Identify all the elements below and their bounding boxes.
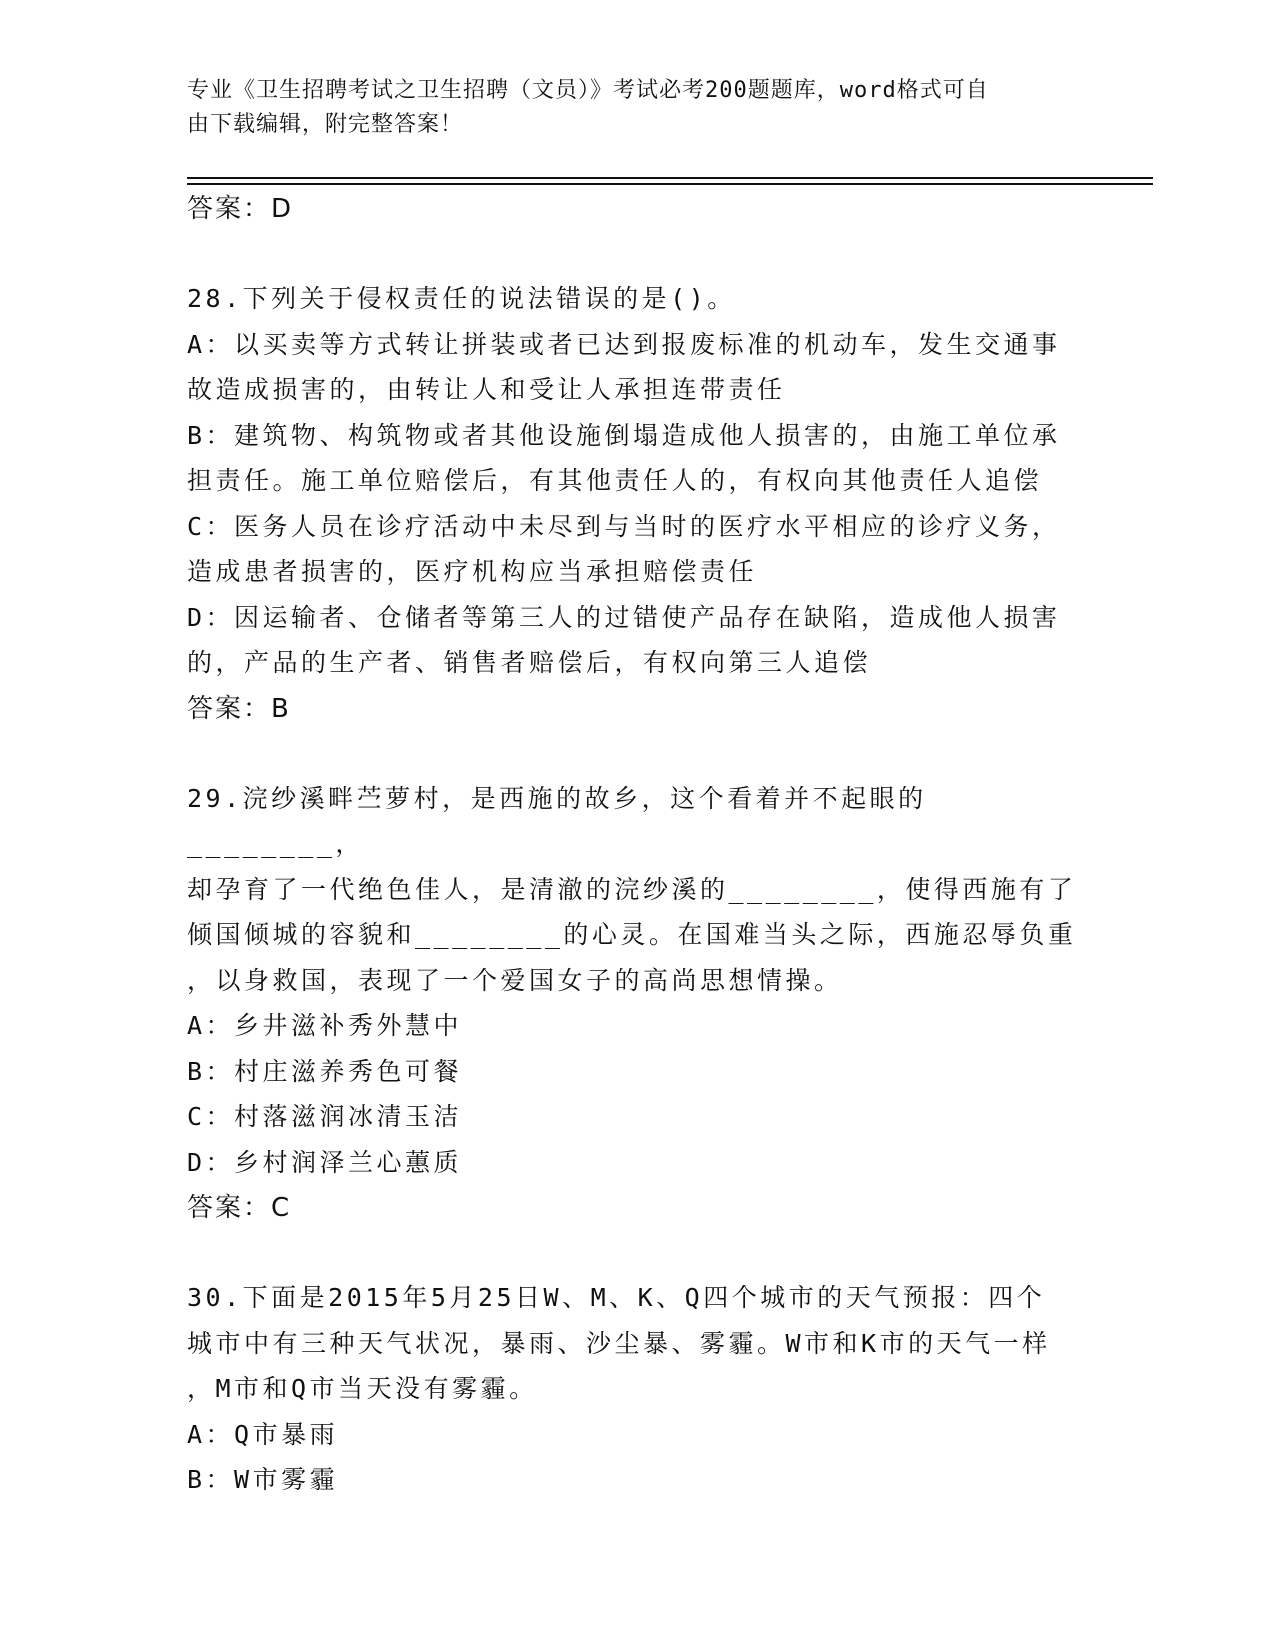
document-header [187, 74, 1067, 142]
header-divider-top [187, 177, 1153, 179]
option-a: A：Q市暴雨 [187, 1419, 339, 1449]
question-stem: 28.下列关于侵权责任的说法错误的是()。 [187, 284, 736, 313]
option-d-continued: 的，产品的生产者、销售者赔偿后，有权向第三人追偿 [187, 648, 872, 677]
header-line-2: 由下载编辑，附完整答案！ [187, 112, 464, 137]
question-29 [187, 776, 1087, 1232]
header-divider-bottom [187, 183, 1153, 185]
option-a-continued: 故造成损害的，由转让人和受让人承担连带责任 [187, 375, 786, 404]
question-stem-continued: ，M市和Q市当天没有雾霾。 [187, 1374, 538, 1403]
question-stem-continued: 却孕育了一代绝色佳人，是清澈的浣纱溪的________，使得西施有了 [187, 874, 1077, 904]
option-b-continued: 担责任。施工单位赔偿后，有其他责任人的，有权向其他责任人追偿 [187, 466, 1043, 495]
question-stem-continued: ，以身救国，表现了一个爱国女子的高尚思想情操。 [187, 965, 843, 995]
question-stem: 30.下面是2015年5月25日W、M、K、Q四个城市的天气预报：四个 [187, 1283, 1046, 1312]
question-28 [187, 276, 1087, 732]
header-line-1: 专业《卫生招聘考试之卫生招聘（文员）》考试必考200题题库，word格式可自 [187, 78, 989, 103]
document-body [187, 186, 1087, 1503]
option-b: B：村庄滋养秀色可餐 [187, 1056, 463, 1086]
option-a: A：乡井滋补秀外慧中 [187, 1011, 463, 1040]
question-stem: 29.浣纱溪畔苎萝村，是西施的故乡，这个看着并不起眼的________， [187, 783, 927, 858]
answer-line: 答案：C [187, 1193, 292, 1223]
question-30 [187, 1275, 1087, 1503]
option-d: D：因运输者、仓储者等第三人的过错使产品存在缺陷，造成他人损害 [187, 602, 1061, 632]
option-d: D：乡村润泽兰心蕙质 [187, 1147, 463, 1177]
option-b: B：建筑物、构筑物或者其他设施倒塌造成他人损害的，由施工单位承 [187, 420, 1061, 450]
answer-line: 答案：D [187, 194, 294, 224]
option-c: C：医务人员在诊疗活动中未尽到与当时的医疗水平相应的诊疗义务， [187, 511, 1061, 541]
question-stem-continued: 倾国倾城的容貌和________的心灵。在国难当头之际，西施忍辱负重 [187, 920, 1077, 949]
question-stem-continued: 城市中有三种天气状况，暴雨、沙尘暴、雾霾。W市和K市的天气一样 [187, 1328, 1051, 1358]
option-c: C：村落滋润冰清玉洁 [187, 1102, 463, 1131]
answer-line: 答案：B [187, 693, 291, 724]
option-c-continued: 造成患者损害的，医疗机构应当承担赔偿责任 [187, 557, 758, 586]
option-a: A：以买卖等方式转让拼装或者已达到报废标准的机动车，发生交通事 [187, 329, 1061, 359]
option-b: B：W市雾霾 [187, 1465, 339, 1494]
